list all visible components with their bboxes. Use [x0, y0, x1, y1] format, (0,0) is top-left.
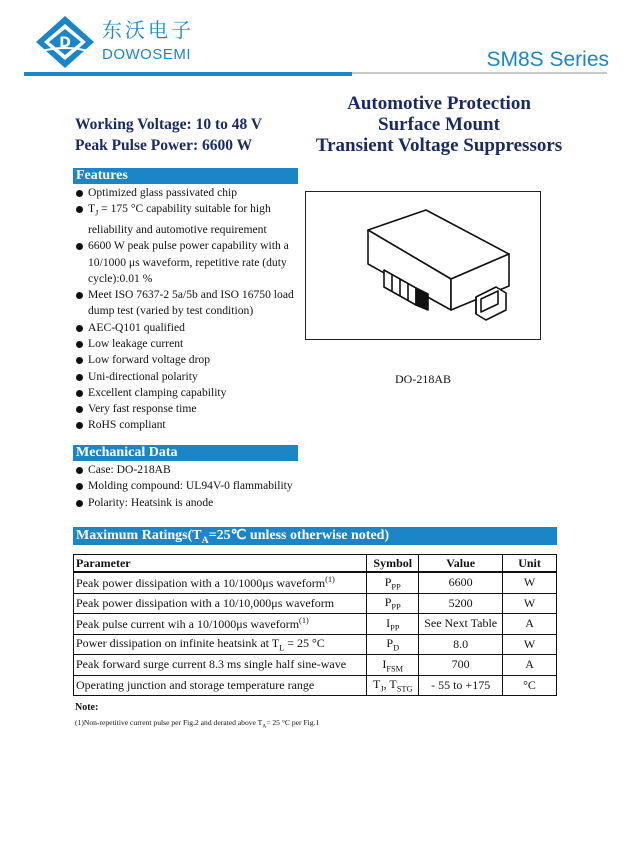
- mechanical-list: [75, 462, 335, 511]
- svg-text:D: D: [59, 35, 71, 51]
- list-item: Meet ISO 7637-2 5a/5b and ISO 16750 load dump test (varied by test condition): [75, 287, 300, 320]
- header-parameter: Parameter: [74, 555, 367, 573]
- title-line-1: Automotive Protection: [347, 93, 531, 114]
- table-row: Operating junction and storage temperature range $T_J$, $T_{STG}$ - 55 to +175 °C: [74, 675, 557, 696]
- features-heading: Features: [73, 168, 298, 184]
- package-label: DO-218AB: [395, 372, 451, 386]
- list-item: Case: DO-218AB: [75, 462, 335, 478]
- list-item: RoHS compliant: [75, 417, 300, 433]
- package-image-frame: [305, 191, 541, 340]
- package-drawing-icon: [306, 192, 540, 339]
- table-row: Power dissipation on infinite heatsink at $T_L = 25$ °C $P_D$ 8.0 W: [74, 634, 557, 655]
- features-list: [75, 185, 300, 434]
- max-ratings-heading: Maximum $Ratings(T_A=25℃$ unless otherwise noted): [73, 527, 557, 545]
- list-item: Molding compound: UL94V-0 flammability: [75, 478, 335, 494]
- brand-name-english: DOWOSEMI: [102, 46, 191, 63]
- list-item: Optimized glass passivated chip: [75, 185, 300, 201]
- table-row: Peak pulse current wih a 10/1000μs waveform$^{(1)}$ $I_{PP}$ See Next Table A: [74, 614, 557, 635]
- list-item: Uni-directional polarity: [75, 369, 300, 385]
- list-item: AEC-Q101 qualified: [75, 320, 300, 336]
- list-item: $T_J = 175$ °C capability suitable for high reliability and automotive requirement: [75, 201, 300, 238]
- list-item: Very fast response time: [75, 401, 300, 417]
- list-item: Low forward voltage drop: [75, 352, 300, 368]
- brand-name-chinese: 东沃电子: [102, 18, 194, 42]
- list-item: Excellent clamping capability: [75, 385, 300, 401]
- list-item: Low leakage current: [75, 336, 300, 352]
- list-item: Polarity: Heatsink is anode: [75, 495, 335, 511]
- table-row: Peak forward surge current 8.3 ms single half sine-wave $I_{FSM}$ 700 A: [74, 655, 557, 676]
- max-ratings-table: [73, 554, 557, 696]
- header-unit: Unit: [503, 555, 557, 573]
- header-accent-bar: [24, 72, 352, 76]
- table-row: Peak power dissipation with a 10/10,000μs waveform $P_{PP}$ 5200 W: [74, 593, 557, 614]
- table-row: Peak power dissipation with a 10/1000μs waveform$^{(1)}$ $P_{PP}$ 6600 W: [74, 572, 557, 593]
- header-value: Value: [419, 555, 503, 573]
- footnote-1: (1)Non-repetitive current pulse per Fig.2 and derated above $T_A= 25$ °C per Fig.1: [75, 718, 320, 730]
- title-line-3: Transient Voltage Suppressors: [315, 135, 563, 156]
- document-title: [305, 93, 573, 156]
- header-symbol: Symbol: [367, 555, 419, 573]
- dowosemi-logo-icon: [34, 14, 96, 70]
- note-heading: Note:: [75, 702, 99, 713]
- table-header-row: [74, 555, 557, 573]
- mechanical-heading: Mechanical Data: [73, 445, 298, 461]
- series-title: SM8S Series: [486, 48, 609, 71]
- working-voltage: Working Voltage: 10 to 48 V: [75, 116, 263, 133]
- list-item: 6600 W peak pulse power capability with a 10/1000 μs waveform, repetitive rate (duty cycle):0.01 %: [75, 238, 300, 287]
- title-line-2: Surface Mount: [378, 114, 500, 135]
- peak-pulse-power: Peak Pulse Power: 6600 W: [75, 137, 253, 154]
